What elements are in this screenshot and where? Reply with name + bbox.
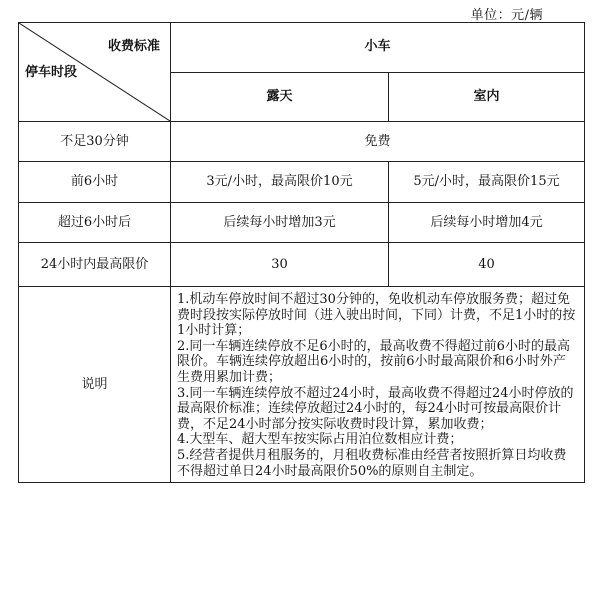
- note-item: 3.同一车辆连续停放不超过24小时，最高收费不得超过24小时停放的最高限价标准；连续停放超过24小时的，每24小时可按最高限价计费，不足24小时部分按实际收费时段计算，累加收费；: [177, 385, 574, 432]
- unit-label: 单位：元/辆: [470, 8, 543, 23]
- indoor-fee-cell: 5元/小时，最高限价15元: [389, 162, 585, 203]
- header-parking-period: 停车时段: [25, 65, 78, 80]
- indoor-fee-cell: 后续每小时增加4元: [389, 203, 585, 243]
- parking-fee-table: [18, 22, 585, 483]
- table-row: [19, 243, 585, 287]
- notes-row: [19, 287, 585, 483]
- outdoor-fee-cell: 3元/小时，最高限价10元: [171, 162, 389, 203]
- period-cell: 前6小时: [19, 162, 171, 203]
- free-cell: 免费: [171, 122, 585, 162]
- header-indoor: 室内: [389, 72, 585, 122]
- outdoor-fee-cell: 后续每小时增加3元: [171, 203, 389, 243]
- note-item: 1.机动车停放时间不超过30分钟的，免收机动车停放服务费；超过免费时段按实际停放时间（进入驶出时间，下同）计费，不足1小时的按1小时计算；: [177, 292, 576, 339]
- note-item: 4.大型车、超大型车按实际占用泊位数相应计费；: [177, 432, 463, 448]
- header-row-top: [19, 23, 585, 73]
- table-row: [19, 162, 585, 203]
- notes-label: 说明: [19, 287, 171, 483]
- note-item: 5.经营者提供月租服务的，月租收费标准由经营者按照折算日均收费不得超过单日24小时最高限价50%的原则自主制定。: [177, 447, 567, 479]
- period-cell: 24小时内最高限价: [19, 243, 171, 287]
- header-corner-cell: [19, 23, 171, 122]
- notes-content: [171, 287, 585, 483]
- period-cell: 超过6小时后: [19, 203, 171, 243]
- header-outdoor: 露天: [171, 72, 389, 122]
- table-row: [19, 122, 585, 162]
- header-small-car: 小车: [171, 23, 585, 73]
- outdoor-fee-cell: 30: [171, 243, 389, 287]
- table-row: [19, 203, 585, 243]
- note-item: 2.同一车辆连续停放不足6小时的，最高收费不得超过前6小时的最高限价。车辆连续停放超出6小时的，按前6小时最高限价和6小时外产生费用累加计费；: [177, 338, 570, 385]
- indoor-fee-cell: 40: [389, 243, 585, 287]
- period-cell: 不足30分钟: [19, 122, 171, 162]
- header-fee-standard: 收费标准: [107, 39, 160, 54]
